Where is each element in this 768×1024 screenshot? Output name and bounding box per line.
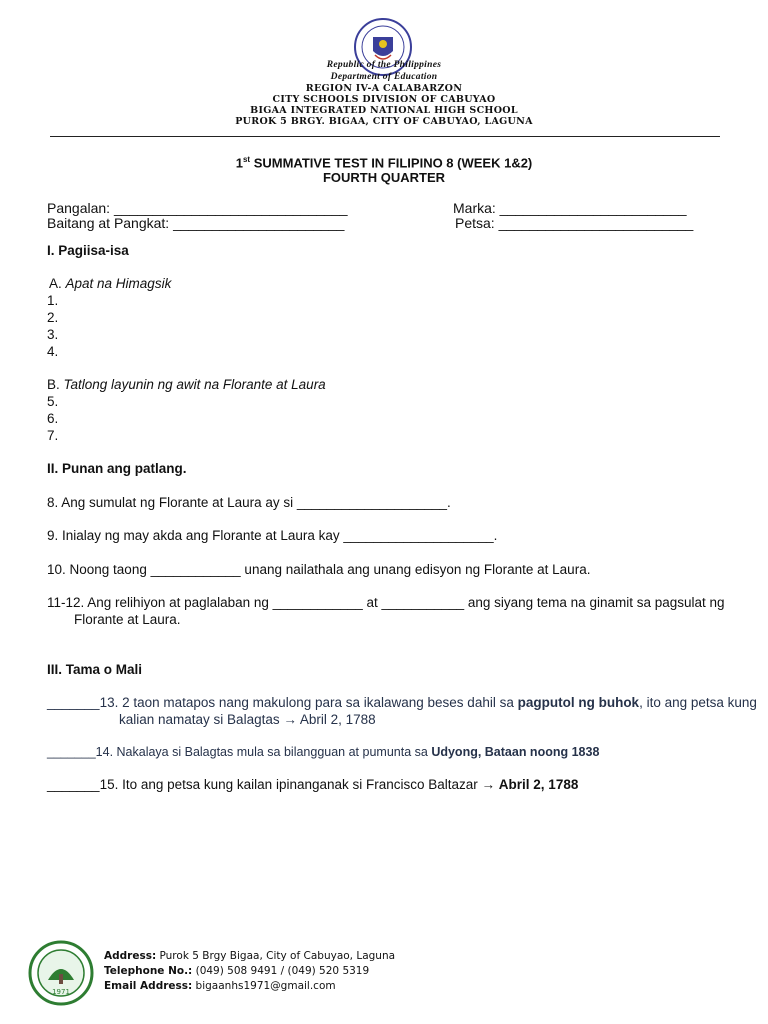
header-department: Department of Education	[330, 72, 438, 82]
header-republic: Republic of the Philippines	[326, 60, 442, 70]
footer-address: Address: Purok 5 Brgy Bigaa, City of Cabuyao, Laguna	[104, 950, 396, 962]
svg-text:1971: 1971	[52, 988, 70, 996]
section-1b-label: B. Tatlong layunin ng awit na Florante at Laura	[47, 377, 326, 392]
header-divider	[50, 136, 720, 137]
item-1: 1.	[47, 293, 59, 308]
question-15: _______15. Ito ang petsa kung kailan ipinanganak si Francisco Baltazar → Abril 2, 1788	[47, 777, 579, 792]
section-1-heading: I. Pagiisa-isa	[47, 243, 129, 258]
test-title: 1st SUMMATIVE TEST IN FILIPINO 8 (WEEK 1&2)	[235, 155, 533, 171]
section-3-heading: III. Tama o Mali	[47, 662, 143, 677]
header-region: REGION IV-A CALABARZON	[305, 83, 463, 94]
section-2-heading: II. Punan ang patlang.	[47, 461, 187, 476]
date-field[interactable]: Petsa: _________________________	[455, 215, 694, 231]
question-13-cont: kalian namatay si Balagtas → Abril 2, 1788	[119, 712, 376, 727]
question-11-12-cont: Florante at Laura.	[74, 612, 181, 627]
question-10: 10. Noong taong ____________ unang nailathala ang unang edisyon ng Florante at Laura.	[47, 562, 591, 577]
grade-section-field[interactable]: Baitang at Pangkat: ______________________	[47, 215, 345, 231]
header-school: BIGAA INTEGRATED NATIONAL HIGH SCHOOL	[250, 105, 518, 116]
item-6: 6.	[47, 411, 59, 426]
item-3: 3.	[47, 327, 59, 342]
question-8: 8. Ang sumulat ng Florante at Laura ay si ____________________.	[47, 495, 451, 510]
score-field[interactable]: Marka: ________________________	[453, 200, 687, 216]
question-14: _______14. Nakalaya si Balagtas mula sa bilangguan at pumunta sa Udyong, Bataan noong 1838	[47, 745, 600, 759]
section-1a-label: A. Apat na Himagsik	[49, 276, 172, 291]
item-5: 5.	[47, 394, 59, 409]
question-13: _______13. 2 taon matapos nang makulong para sa ikalawang beses dahil sa pagputol ng buhok, ito ang petsa kung	[47, 695, 757, 710]
school-seal-icon	[28, 940, 94, 1006]
item-4: 4.	[47, 344, 59, 359]
name-field[interactable]: Pangalan: ______________________________	[47, 200, 348, 216]
question-11-12: 11-12. Ang relihiyon at paglalaban ng ____________ at ___________ ang siyang tema na ginamit sa pagsulat ng	[47, 595, 725, 610]
header-division: CITY SCHOOLS DIVISION OF CABUYAO	[272, 94, 496, 105]
item-7: 7.	[47, 428, 59, 443]
footer-email: Email Address: bigaanhs1971@gmail.com	[104, 980, 336, 992]
header-address: PUROK 5 BRGY. BIGAA, CITY OF CABUYAO, LAGUNA	[235, 116, 533, 127]
item-2: 2.	[47, 310, 59, 325]
quarter-title: FOURTH QUARTER	[322, 170, 446, 185]
footer-telephone: Telephone No.: (049) 508 9491 / (049) 520 5319	[104, 965, 370, 977]
question-9: 9. Inialay ng may akda ang Florante at Laura kay ____________________.	[47, 528, 498, 543]
